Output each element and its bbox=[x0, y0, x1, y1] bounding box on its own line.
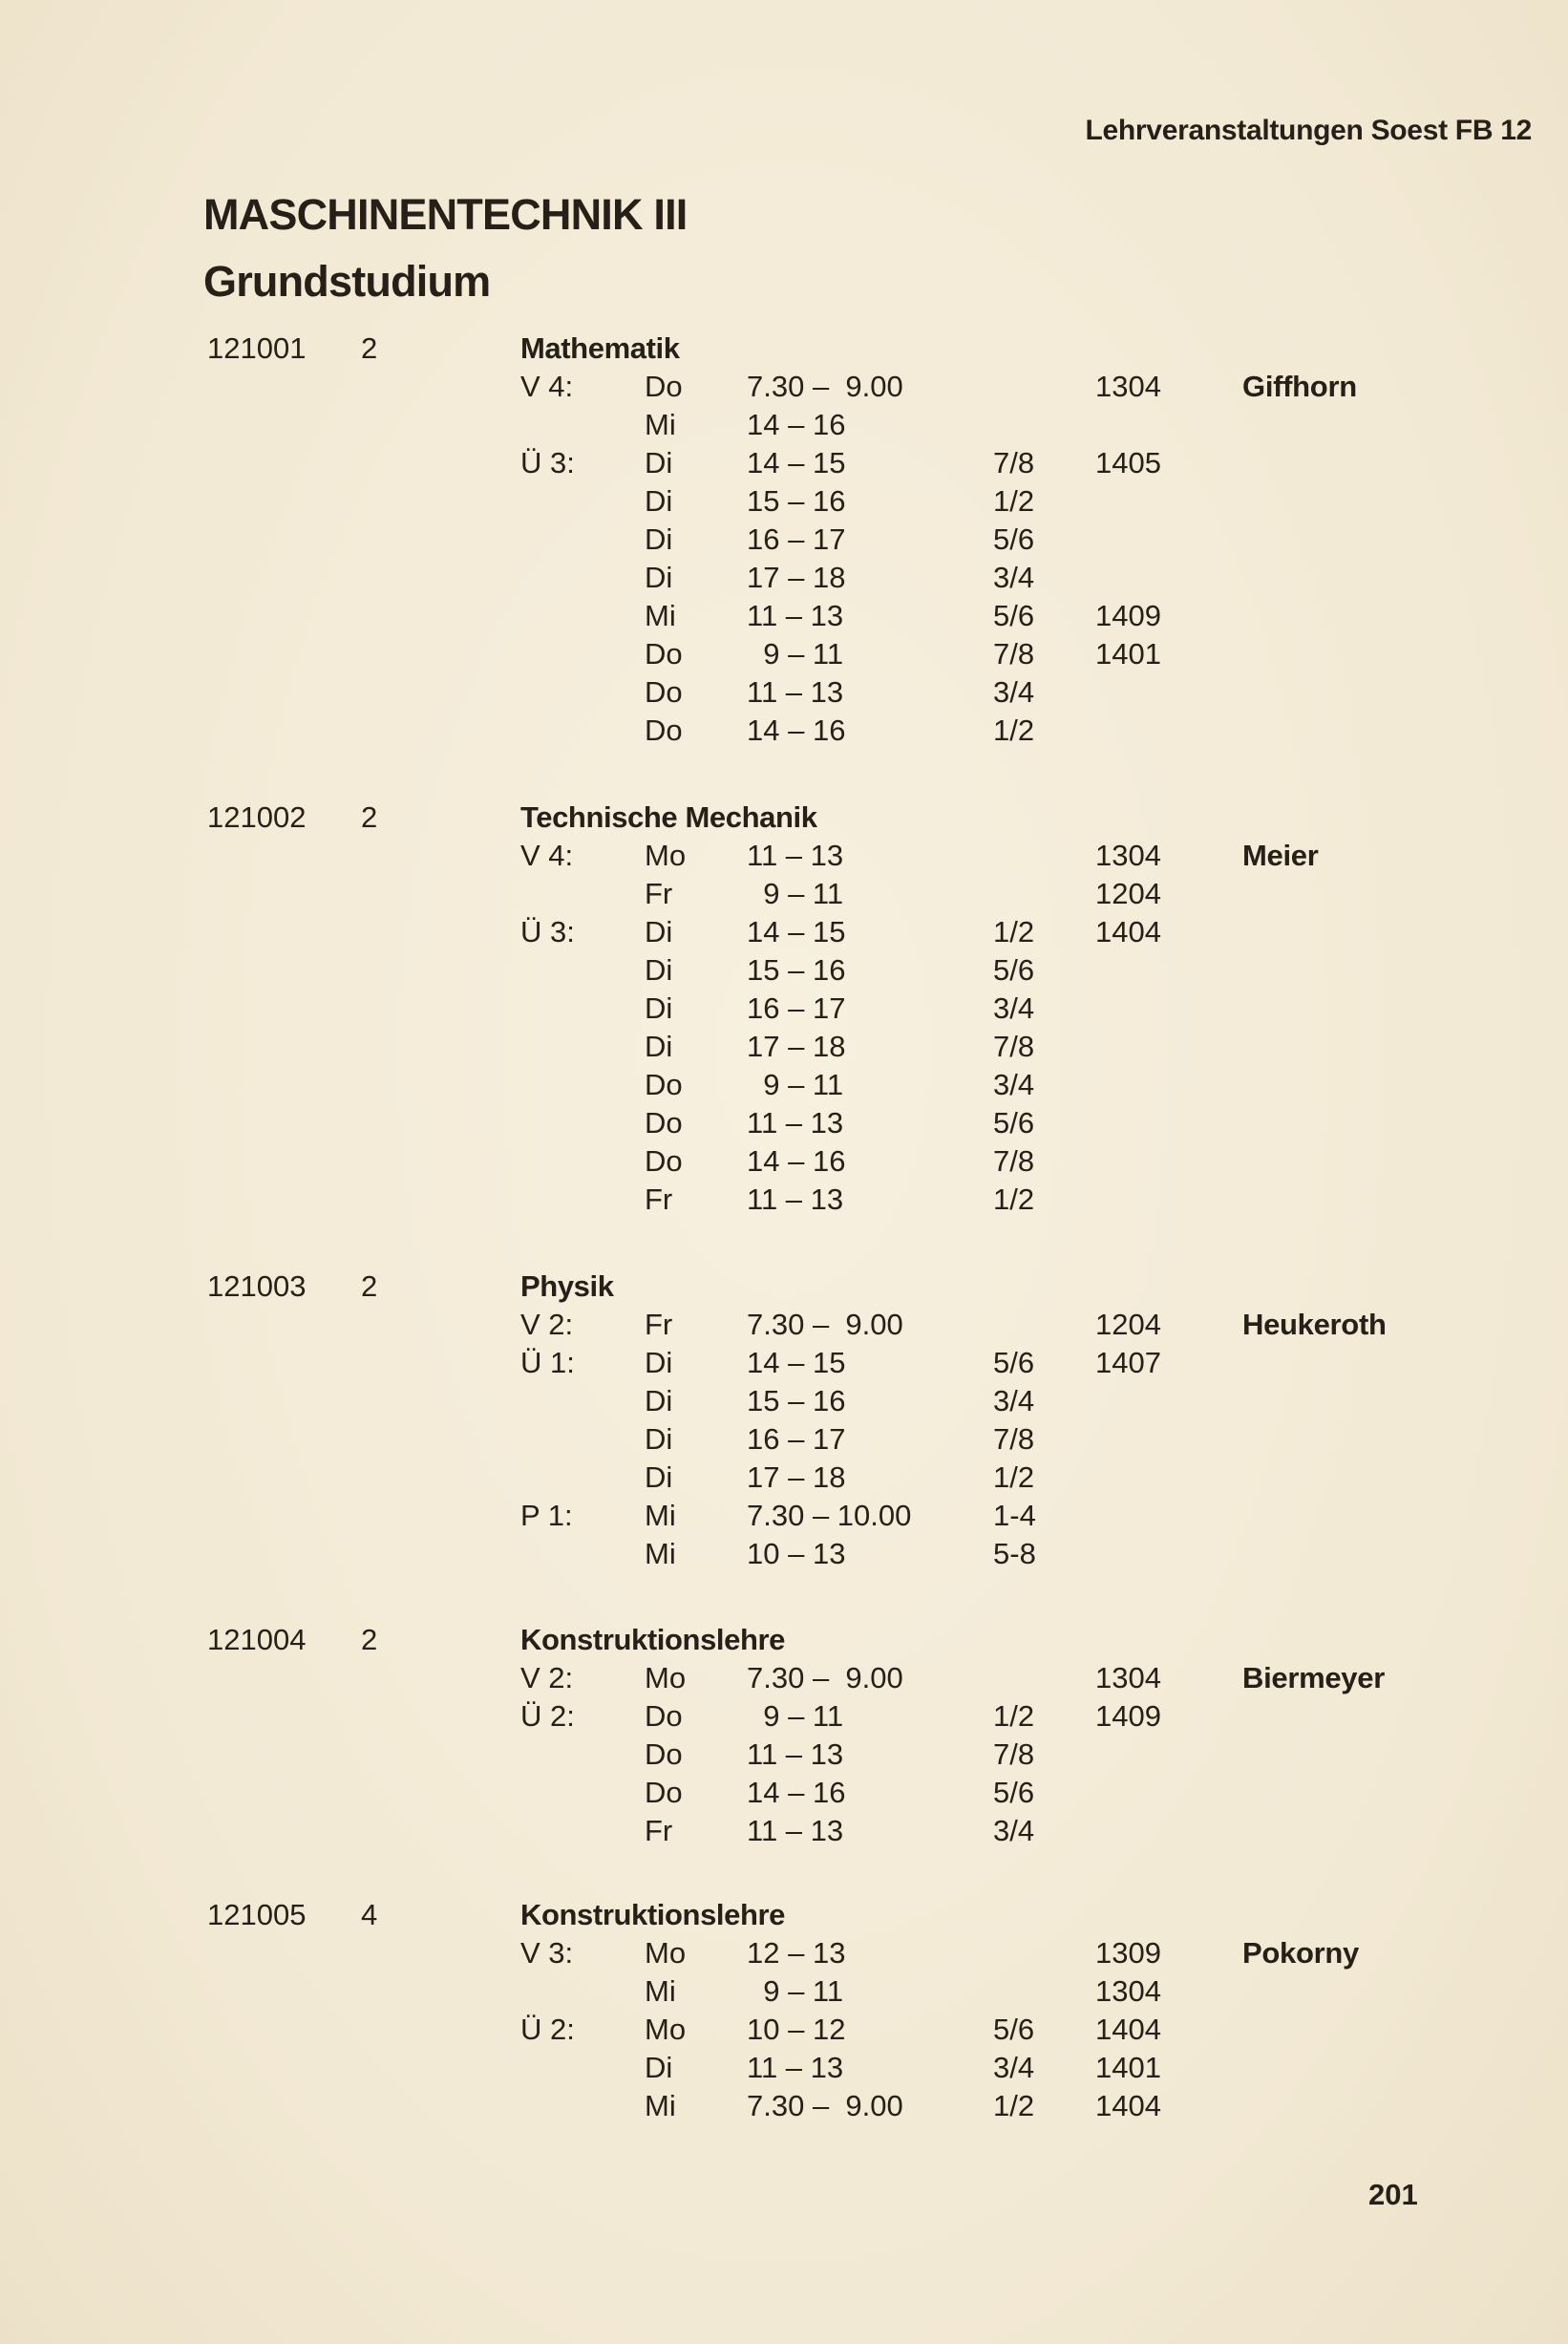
session-day: Di bbox=[645, 522, 673, 556]
session-group: 1/2 bbox=[993, 1460, 1035, 1494]
session-room: 1407 bbox=[1095, 1346, 1161, 1379]
course-hours: 2 bbox=[361, 1623, 378, 1656]
schedule-row bbox=[0, 1459, 1568, 1497]
session-group: 5/6 bbox=[993, 1346, 1035, 1379]
session-day: Do bbox=[645, 675, 683, 709]
session-day: Di bbox=[645, 915, 673, 948]
session-day: Di bbox=[645, 484, 673, 518]
lecturer-name: Pokorny bbox=[1242, 1936, 1359, 1970]
session-time: 14 – 16 bbox=[747, 408, 846, 441]
session-time: 11 – 13 bbox=[747, 1106, 844, 1140]
course-number: 121005 bbox=[207, 1898, 307, 1931]
session-day: Do bbox=[645, 714, 683, 747]
session-day: Mi bbox=[645, 599, 676, 632]
course-block bbox=[0, 330, 1568, 750]
session-group: 3/4 bbox=[993, 1814, 1035, 1847]
session-type: P 1: bbox=[520, 1499, 573, 1532]
schedule-row bbox=[0, 559, 1568, 597]
course-number: 121001 bbox=[207, 331, 307, 365]
schedule-row bbox=[0, 1934, 1568, 1972]
course-block bbox=[0, 1268, 1568, 1573]
page-subtitle: Grundstudium bbox=[203, 257, 491, 306]
session-day: Di bbox=[645, 561, 673, 594]
course-name: Physik bbox=[520, 1269, 614, 1303]
session-day: Mi bbox=[645, 1974, 676, 2008]
session-type: Ü 3: bbox=[520, 915, 575, 948]
schedule-row bbox=[0, 673, 1568, 712]
course-hours: 2 bbox=[361, 1269, 378, 1303]
session-time: 11 – 13 bbox=[747, 1814, 844, 1847]
session-time: 16 – 17 bbox=[747, 991, 846, 1025]
schedule-row bbox=[0, 1306, 1568, 1344]
session-group: 5-8 bbox=[993, 1537, 1036, 1570]
session-group: 1/2 bbox=[993, 915, 1035, 948]
session-day: Fr bbox=[645, 1308, 673, 1341]
schedule-row bbox=[0, 1104, 1568, 1142]
course-hours: 2 bbox=[361, 331, 378, 365]
session-day: Mi bbox=[645, 1499, 676, 1532]
session-room: 1401 bbox=[1095, 637, 1161, 671]
course-block bbox=[0, 799, 1568, 1219]
session-day: Di bbox=[645, 1030, 673, 1063]
session-day: Di bbox=[645, 1460, 673, 1494]
session-group: 3/4 bbox=[993, 991, 1035, 1025]
course-name: Mathematik bbox=[520, 331, 680, 365]
session-day: Mi bbox=[645, 1537, 676, 1570]
session-room: 1304 bbox=[1095, 839, 1161, 872]
session-day: Di bbox=[645, 1422, 673, 1456]
session-time: 9 – 11 bbox=[747, 877, 844, 910]
schedule-row bbox=[0, 1420, 1568, 1459]
session-group: 1/2 bbox=[993, 1183, 1035, 1216]
session-day: Do bbox=[645, 1106, 683, 1140]
page-number: 201 bbox=[1368, 2178, 1418, 2211]
schedule-row bbox=[0, 2087, 1568, 2125]
lecturer-name: Biermeyer bbox=[1242, 1661, 1385, 1694]
session-time: 17 – 18 bbox=[747, 1460, 846, 1494]
schedule-row bbox=[0, 406, 1568, 444]
session-day: Di bbox=[645, 2051, 673, 2084]
session-day: Mi bbox=[645, 2089, 676, 2122]
session-time: 11 – 13 bbox=[747, 839, 844, 872]
session-day: Mi bbox=[645, 408, 676, 441]
session-group: 5/6 bbox=[993, 2013, 1035, 2046]
session-time: 10 – 12 bbox=[747, 2013, 846, 2046]
schedule-row bbox=[0, 444, 1568, 482]
session-day: Di bbox=[645, 1384, 673, 1417]
session-time: 9 – 11 bbox=[747, 1974, 844, 2008]
session-time: 15 – 16 bbox=[747, 1384, 846, 1417]
course-block bbox=[0, 1621, 1568, 1850]
schedule-row bbox=[0, 2011, 1568, 2049]
session-day: Di bbox=[645, 991, 673, 1025]
course-header-row bbox=[0, 1621, 1568, 1659]
page-title: MASCHINENTECHNIK III bbox=[203, 190, 688, 239]
session-group: 1-4 bbox=[993, 1499, 1036, 1532]
session-type: V 4: bbox=[520, 839, 574, 872]
session-time: 7.30 – 9.00 bbox=[747, 1661, 903, 1694]
session-time: 11 – 13 bbox=[747, 1183, 844, 1216]
session-type: V 2: bbox=[520, 1308, 574, 1341]
schedule-row bbox=[0, 1535, 1568, 1573]
session-group: 3/4 bbox=[993, 1068, 1035, 1101]
session-time: 11 – 13 bbox=[747, 675, 844, 709]
session-time: 9 – 11 bbox=[747, 637, 844, 671]
session-day: Do bbox=[645, 637, 683, 671]
schedule-row bbox=[0, 1142, 1568, 1181]
session-group: 5/6 bbox=[993, 599, 1035, 632]
schedule-row bbox=[0, 951, 1568, 990]
course-header-row bbox=[0, 799, 1568, 837]
session-time: 14 – 15 bbox=[747, 446, 846, 479]
session-time: 7.30 – 9.00 bbox=[747, 1308, 903, 1341]
session-room: 1304 bbox=[1095, 370, 1161, 403]
session-room: 1204 bbox=[1095, 877, 1161, 910]
course-header-row bbox=[0, 330, 1568, 368]
session-room: 1409 bbox=[1095, 599, 1161, 632]
session-group: 3/4 bbox=[993, 1384, 1035, 1417]
session-day: Mo bbox=[645, 2013, 687, 2046]
session-room: 1404 bbox=[1095, 2013, 1161, 2046]
session-day: Fr bbox=[645, 1814, 673, 1847]
schedule-row bbox=[0, 368, 1568, 406]
session-day: Do bbox=[645, 370, 683, 403]
session-time: 9 – 11 bbox=[747, 1068, 844, 1101]
schedule-row bbox=[0, 482, 1568, 521]
session-day: Di bbox=[645, 953, 673, 987]
schedule-row bbox=[0, 1497, 1568, 1535]
course-hours: 2 bbox=[361, 800, 378, 834]
session-time: 14 – 16 bbox=[747, 1776, 846, 1809]
session-type: Ü 1: bbox=[520, 1346, 575, 1379]
session-time: 15 – 16 bbox=[747, 484, 846, 518]
session-time: 11 – 13 bbox=[747, 599, 844, 632]
course-number: 121003 bbox=[207, 1269, 307, 1303]
session-time: 7.30 – 9.00 bbox=[747, 2089, 903, 2122]
session-type: Ü 3: bbox=[520, 446, 575, 479]
session-type: V 4: bbox=[520, 370, 574, 403]
session-day: Mo bbox=[645, 1661, 687, 1694]
session-group: 1/2 bbox=[993, 714, 1035, 747]
session-day: Do bbox=[645, 1737, 683, 1771]
session-time: 7.30 – 9.00 bbox=[747, 370, 903, 403]
schedule-row bbox=[0, 1774, 1568, 1812]
session-group: 3/4 bbox=[993, 2051, 1035, 2084]
schedule-row bbox=[0, 635, 1568, 673]
session-time: 12 – 13 bbox=[747, 1936, 846, 1970]
session-room: 1404 bbox=[1095, 915, 1161, 948]
schedule-row bbox=[0, 597, 1568, 635]
course-header-row bbox=[0, 1896, 1568, 1934]
session-room: 1304 bbox=[1095, 1974, 1161, 2008]
schedule-row bbox=[0, 1066, 1568, 1104]
schedule-row bbox=[0, 875, 1568, 913]
schedule-row bbox=[0, 990, 1568, 1028]
schedule-row bbox=[0, 2049, 1568, 2087]
session-group: 5/6 bbox=[993, 522, 1035, 556]
session-room: 1204 bbox=[1095, 1308, 1161, 1341]
course-hours: 4 bbox=[361, 1898, 378, 1931]
schedule-row bbox=[0, 837, 1568, 875]
schedule-row bbox=[0, 1812, 1568, 1850]
session-room: 1405 bbox=[1095, 446, 1161, 479]
session-time: 16 – 17 bbox=[747, 1422, 846, 1456]
session-room: 1401 bbox=[1095, 2051, 1161, 2084]
course-number: 121004 bbox=[207, 1623, 307, 1656]
session-day: Do bbox=[645, 1068, 683, 1101]
session-type: V 3: bbox=[520, 1936, 574, 1970]
session-group: 3/4 bbox=[993, 561, 1035, 594]
course-name: Konstruktionslehre bbox=[520, 1623, 786, 1656]
course-name: Technische Mechanik bbox=[520, 800, 817, 834]
course-number: 121002 bbox=[207, 800, 307, 834]
course-block bbox=[0, 1896, 1568, 2125]
lecturer-name: Giffhorn bbox=[1242, 370, 1357, 403]
schedule-row bbox=[0, 913, 1568, 951]
session-group: 5/6 bbox=[993, 1776, 1035, 1809]
session-group: 7/8 bbox=[993, 1737, 1035, 1771]
session-day: Di bbox=[645, 1346, 673, 1379]
running-header: Lehrveranstaltungen Soest FB 12 bbox=[1085, 115, 1532, 146]
session-group: 7/8 bbox=[993, 1422, 1035, 1456]
session-time: 10 – 13 bbox=[747, 1537, 846, 1570]
schedule-row bbox=[0, 1697, 1568, 1736]
session-day: Mo bbox=[645, 1936, 687, 1970]
schedule-row bbox=[0, 1028, 1568, 1066]
session-group: 5/6 bbox=[993, 953, 1035, 987]
session-type: V 2: bbox=[520, 1661, 574, 1694]
course-name: Konstruktionslehre bbox=[520, 1898, 786, 1931]
schedule-row bbox=[0, 712, 1568, 750]
session-type: Ü 2: bbox=[520, 2013, 575, 2046]
session-time: 14 – 15 bbox=[747, 915, 846, 948]
session-group: 7/8 bbox=[993, 637, 1035, 671]
session-time: 9 – 11 bbox=[747, 1699, 844, 1733]
session-time: 14 – 16 bbox=[747, 714, 846, 747]
session-day: Do bbox=[645, 1144, 683, 1178]
session-group: 1/2 bbox=[993, 2089, 1035, 2122]
session-day: Fr bbox=[645, 877, 673, 910]
session-time: 11 – 13 bbox=[747, 2051, 844, 2084]
session-group: 5/6 bbox=[993, 1106, 1035, 1140]
session-group: 7/8 bbox=[993, 1144, 1035, 1178]
session-time: 14 – 16 bbox=[747, 1144, 846, 1178]
session-room: 1404 bbox=[1095, 2089, 1161, 2122]
schedule-row bbox=[0, 1181, 1568, 1219]
schedule-row bbox=[0, 1344, 1568, 1382]
session-day: Mo bbox=[645, 839, 687, 872]
schedule-row bbox=[0, 1736, 1568, 1774]
session-time: 17 – 18 bbox=[747, 1030, 846, 1063]
session-group: 1/2 bbox=[993, 1699, 1035, 1733]
lecturer-name: Heukeroth bbox=[1242, 1308, 1387, 1341]
session-group: 7/8 bbox=[993, 446, 1035, 479]
session-room: 1304 bbox=[1095, 1661, 1161, 1694]
session-type: Ü 2: bbox=[520, 1699, 575, 1733]
session-group: 7/8 bbox=[993, 1030, 1035, 1063]
schedule-row bbox=[0, 1972, 1568, 2011]
lecturer-name: Meier bbox=[1242, 839, 1319, 872]
session-time: 14 – 15 bbox=[747, 1346, 846, 1379]
session-group: 3/4 bbox=[993, 675, 1035, 709]
session-day: Do bbox=[645, 1776, 683, 1809]
session-time: 15 – 16 bbox=[747, 953, 846, 987]
session-day: Di bbox=[645, 446, 673, 479]
schedule-row bbox=[0, 1659, 1568, 1697]
session-time: 11 – 13 bbox=[747, 1737, 844, 1771]
session-time: 7.30 – 10.00 bbox=[747, 1499, 912, 1532]
session-time: 17 – 18 bbox=[747, 561, 846, 594]
session-group: 1/2 bbox=[993, 484, 1035, 518]
schedule-row bbox=[0, 521, 1568, 559]
course-header-row bbox=[0, 1268, 1568, 1306]
session-day: Do bbox=[645, 1699, 683, 1733]
schedule-row bbox=[0, 1382, 1568, 1420]
session-time: 16 – 17 bbox=[747, 522, 846, 556]
session-day: Fr bbox=[645, 1183, 673, 1216]
session-room: 1409 bbox=[1095, 1699, 1161, 1733]
session-room: 1309 bbox=[1095, 1936, 1161, 1970]
